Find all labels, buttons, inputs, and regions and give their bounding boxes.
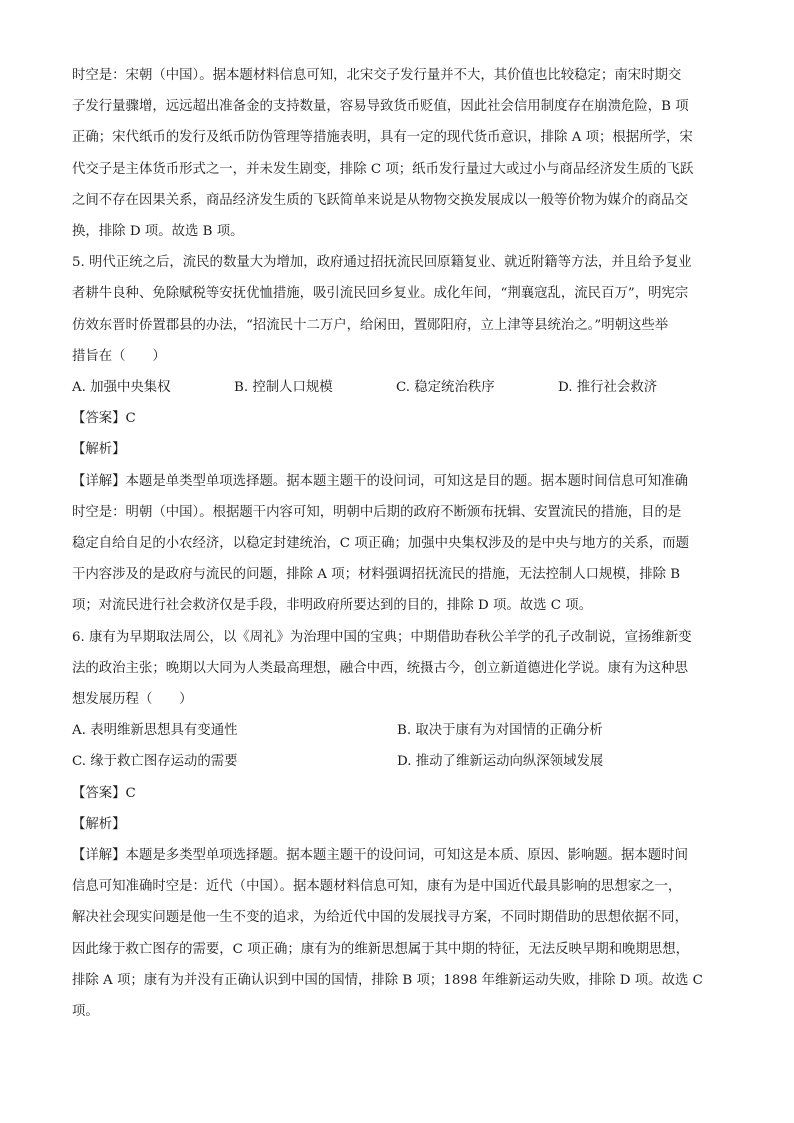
text-line: 换，排除 D 项。故选 B 项。 — [72, 224, 244, 240]
question-6-options — [72, 715, 722, 777]
text-line: 时空是：宋朝（中国）。据本题材料信息可知，北宋交子发行量并不大，其价值也比较稳定；南宋时期交 — [72, 68, 682, 83]
question-5-options — [72, 372, 722, 403]
text-line: 项；对流民进行社会救济仅是手段，非明政府所要达到的目的，排除 D 项。故选 C 项。 — [72, 598, 593, 614]
text-line: 解决社会现实问题是他一生不变的追求，为给近代中国的发展找寻方案，不同时期借助的思想依据不同， — [72, 910, 688, 926]
text-line: 法的政治主张；晚期以大同为人类最高理想，融合中西，统摄古今，创立新道德进化学说。康有为这种思 — [72, 660, 688, 676]
text-line: 正确；宋代纸币的发行及纸币防伪管理等措施表明，具有一定的现代货币意识，排除 A 项；根据所学，宋 — [72, 130, 693, 146]
text-line: 信息可知准确时空是：近代（中国）。据本题材料信息可知，康有为是中国近代最具影响的思想家之一， — [72, 879, 682, 895]
text-line: 干内容涉及的是政府与流民的问题，排除 A 项；材料强调招抚流民的措施，无法控制人口规模，排除 B — [72, 567, 681, 583]
text-line: 仿效东晋时侨置郡县的办法，“招流民十二万户，给闲田，置郧阳府，立上津等县统治之。”明朝这些举 — [72, 317, 669, 333]
text-line: 项。 — [72, 1004, 99, 1020]
question-5-stem — [72, 247, 722, 372]
text-line: 稳定自给自足的小农经济，以稳定封建统治，C 项正确；加强中央集权涉及的是中央与地方的关系，而题 — [72, 536, 690, 552]
question-6-stem — [72, 622, 722, 716]
text-line: 者耕牛良种、免除赋税等安抚优恤措施，吸引流民回乡复业。成化年间，“荆襄寇乱，流民百万”，明宪宗 — [72, 286, 689, 302]
option-b: B. 控制人口规模 — [234, 380, 333, 396]
answer-label: 【答案】C — [72, 411, 136, 427]
option-c: C. 稳定统治秩序 — [396, 380, 495, 396]
option-d: D. 推行社会救济 — [558, 380, 658, 396]
option-d: D. 推动了维新运动向纵深领域发展 — [397, 754, 604, 770]
analysis-label: 【解析】 — [72, 816, 126, 832]
option-c: C. 缘于救亡图存运动的需要 — [72, 754, 238, 770]
text-line: 子发行量骤增，远远超出准备金的支持数量，容易导致货币贬值，因此社会信用制度存在崩溃危险，B 项 — [72, 99, 689, 115]
document-page — [72, 60, 722, 1027]
text-line: 时空是：明朝（中国）。根据题干内容可知，明朝中后期的政府不断颁布抚辑、安置流民的措施，目的是 — [72, 504, 682, 520]
q4-explanation-continued — [72, 60, 722, 247]
question-5-detail — [72, 466, 722, 622]
text-line: 想发展历程（ ） — [72, 692, 193, 708]
text-line: 【详解】本题是多类型单项选择题。据本题主题干的设问词，可知这是本质、原因、影响题。据本题时间 — [72, 848, 688, 864]
question-6-detail — [72, 840, 722, 1027]
text-line: 6. 康有为早期取法周公，以《周礼》为治理中国的宝典；中期借助春秋公羊学的孔子改制说，宣扬维新变 — [72, 629, 692, 645]
option-a: A. 加强中央集权 — [72, 380, 171, 396]
text-line: 排除 A 项；康有为并没有正确认识到中国的国情，排除 B 项；1898 年维新运动失败，排除 D 项。故选 C — [72, 972, 703, 988]
answer-label: 【答案】C — [72, 785, 136, 801]
option-b: B. 取决于康有为对国情的正确分析 — [397, 723, 603, 739]
text-line: 代交子是主体货币形式之一，并未发生剧变，排除 C 项；纸币发行量过大或过小与商品经济发生质的飞跃 — [72, 161, 694, 177]
text-line: 5. 明代正统之后，流民的数量大为增加，政府通过招抚流民回原籍复业、就近附籍等方法，并且给予复业 — [72, 255, 692, 271]
text-line: 措旨在（ ） — [72, 348, 166, 364]
analysis-label: 【解析】 — [72, 442, 126, 458]
text-line: 之间不存在因果关系，商品经济发生质的飞跃简单来说是从物物交换发展成以一般等价物为媒介的商品交 — [72, 192, 688, 208]
option-a: A. 表明维新思想具有变通性 — [72, 723, 238, 739]
text-line: 【详解】本题是单类型单项选择题。据本题主题干的设问词，可知这是目的题。据本题时间信息可知准确 — [72, 473, 688, 489]
text-line: 因此缘于救亡图存的需要，C 项正确；康有为的维新思想属于其中期的特征，无法反映早期和晚期思想， — [72, 941, 690, 957]
